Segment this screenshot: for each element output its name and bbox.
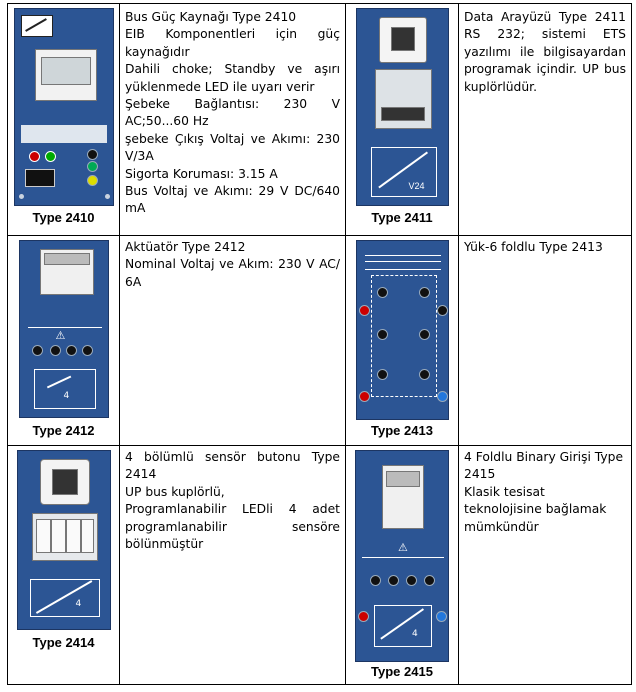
description-line: şebeke Çıkış Voltaj ve Akımı: 230 V/3A bbox=[125, 131, 340, 164]
panel-2414-image bbox=[17, 450, 111, 630]
panel-label: 4 bbox=[412, 629, 418, 639]
image-caption: Type 2410 bbox=[32, 210, 95, 225]
description-line: 4 Foldlu Binary Girişi Type 2415 bbox=[464, 450, 624, 482]
table-row bbox=[8, 446, 632, 685]
description-line: EIB Komponentleri için güç kaynağıdır bbox=[125, 27, 340, 59]
description-cell-2415 bbox=[459, 446, 632, 685]
description-cell-2410 bbox=[120, 4, 346, 236]
description-line: UP bus kuplörlü, bbox=[125, 484, 225, 499]
panel-label: 4 bbox=[75, 599, 82, 609]
description-line: Bus Güç Kaynağı Type 2410 bbox=[125, 10, 297, 24]
description-cell-2411 bbox=[459, 4, 632, 236]
panel-label: V24 bbox=[408, 181, 425, 191]
description-line: Dahili choke; Standby ve aşırı yüklenmede LED ile uyarı verir bbox=[125, 62, 340, 94]
description-line: 4 bölümlü sensör butonu Type 2414 bbox=[125, 450, 340, 482]
description-line: Bus Voltaj ve Akımı: 29 V DC/640 mA bbox=[125, 184, 340, 216]
description-line: Programlanabilir LEDli 4 adet programlanabilir sensöre bölünmüştür bbox=[125, 502, 340, 552]
image-cell-2411 bbox=[346, 4, 459, 236]
panel-2410-image bbox=[14, 8, 114, 206]
description-line: Nominal Voltaj ve Akım: 230 V AC/ 6A bbox=[125, 257, 340, 289]
description-line: Data Arayüzü Type 2411 RS 232; sistemi ETS yazılımı ile bilgisayardan programak içindir. UP bus kuplörlüdür. bbox=[464, 10, 626, 94]
table-row bbox=[8, 4, 632, 236]
description-line: Aktüatör Type 2412 bbox=[125, 240, 246, 254]
image-caption: Type 2413 bbox=[371, 423, 433, 438]
image-cell-2412 bbox=[8, 236, 120, 446]
panel-2415-image: ⚠ 4 bbox=[355, 450, 449, 662]
description-line: Sigorta Koruması: 3.15 A bbox=[125, 166, 278, 181]
panel-2411-image bbox=[356, 8, 449, 206]
image-cell-2413 bbox=[346, 236, 459, 446]
image-caption: Type 2412 bbox=[32, 423, 95, 438]
image-cell-2410 bbox=[8, 4, 120, 236]
panel-2412-image: ⚠ 4 bbox=[19, 240, 109, 418]
image-cell-2414 bbox=[8, 446, 120, 685]
description-line: Yük-6 foldlu Type 2413 bbox=[464, 240, 603, 254]
panel-2413-image bbox=[356, 240, 449, 420]
description-line: Klasik tesisat teknolojisine bağlamak mümkündür bbox=[464, 484, 607, 534]
panel-label: 4 bbox=[63, 391, 70, 401]
description-cell-2413 bbox=[459, 236, 632, 446]
image-caption: Type 2414 bbox=[32, 635, 95, 650]
module-table bbox=[7, 3, 632, 685]
image-caption: Type 2415 bbox=[371, 664, 433, 679]
table-row bbox=[8, 236, 632, 446]
description-cell-2414 bbox=[120, 446, 346, 685]
image-cell-2415 bbox=[346, 446, 459, 685]
image-caption: Type 2411 bbox=[371, 210, 433, 225]
description-line: Şebeke Bağlantısı: 230 V AC;50...60 Hz bbox=[125, 97, 340, 129]
description-cell-2412 bbox=[120, 236, 346, 446]
